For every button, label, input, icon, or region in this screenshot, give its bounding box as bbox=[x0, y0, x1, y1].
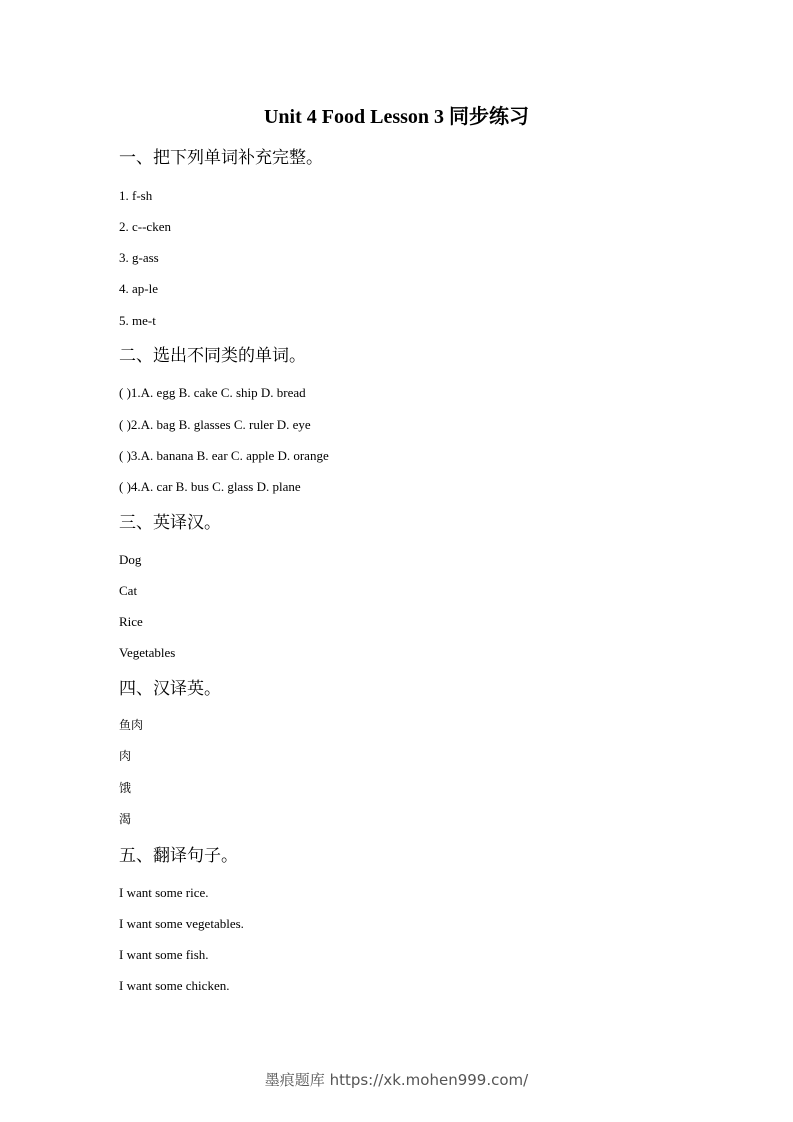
list-item: ( )2.A. bag B. glasses C. ruler D. eye bbox=[119, 417, 311, 432]
page-title: Unit 4 Food Lesson 3 同步练习 bbox=[263, 106, 530, 128]
list-item: 渴 bbox=[119, 812, 132, 826]
list-item: 饿 bbox=[119, 781, 132, 795]
section-heading-fill-in: 一、把下列单词补充完整。 bbox=[119, 148, 323, 168]
section-heading-odd-one-out: 二、选出不同类的单词。 bbox=[119, 346, 306, 366]
section-heading-english-to-chinese: 三、英译汉。 bbox=[119, 513, 221, 533]
section-heading-translate-sentences: 五、翻译句子。 bbox=[119, 846, 238, 866]
list-item: I want some fish. bbox=[119, 947, 209, 962]
list-item: I want some vegetables. bbox=[119, 916, 244, 931]
list-item: Dog bbox=[119, 552, 142, 567]
list-item: I want some rice. bbox=[119, 885, 209, 900]
footer-watermark: 墨痕题库 https://xk.mohen999.com/ bbox=[264, 1071, 529, 1089]
list-item: 2. c--cken bbox=[119, 219, 171, 234]
list-item: 4. ap-le bbox=[119, 281, 158, 296]
section-heading-chinese-to-english: 四、汉译英。 bbox=[119, 679, 221, 699]
list-item: ( )3.A. banana B. ear C. apple D. orange bbox=[119, 448, 329, 463]
list-item: Vegetables bbox=[119, 645, 176, 660]
list-item: 肉 bbox=[119, 749, 132, 763]
list-item: 鱼肉 bbox=[119, 718, 144, 732]
list-item: 3. g-ass bbox=[119, 250, 159, 265]
list-item: Rice bbox=[119, 614, 143, 629]
list-item: Cat bbox=[119, 583, 138, 598]
list-item: ( )1.A. egg B. cake C. ship D. bread bbox=[119, 385, 306, 400]
list-item: I want some chicken. bbox=[119, 978, 230, 993]
list-item: 5. me-t bbox=[119, 313, 156, 328]
list-item: 1. f-sh bbox=[119, 188, 153, 203]
list-item: ( )4.A. car B. bus C. glass D. plane bbox=[119, 479, 301, 494]
